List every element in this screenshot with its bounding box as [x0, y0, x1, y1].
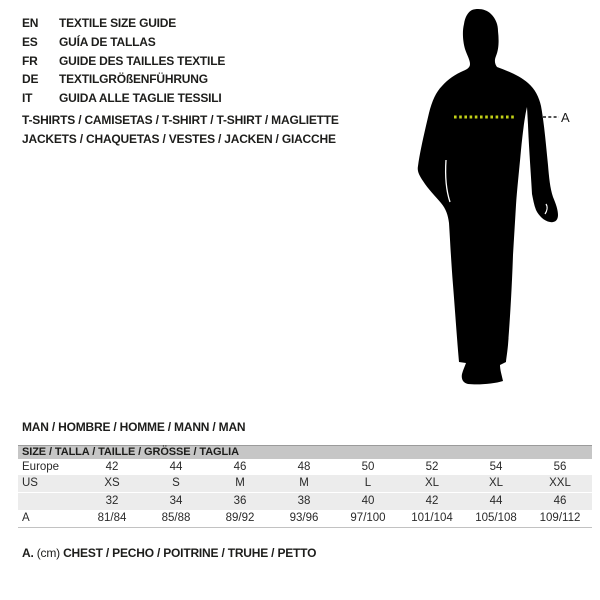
size-table-header: SIZE / TALLA / TAILLE / GRÖSSE / TAGLIA [18, 445, 592, 459]
language-code: FR [22, 53, 38, 68]
size-table [18, 445, 592, 528]
table-cell: 36 [233, 495, 247, 507]
language-label: GUIDA ALLE TAGLIE TESSILI [59, 91, 222, 106]
table-cell: 105/108 [475, 512, 517, 524]
table-cell: 97/100 [350, 512, 386, 524]
table-cell: 32 [105, 495, 119, 507]
table-cell: 48 [297, 461, 311, 473]
table-cell: 52 [425, 461, 439, 473]
language-code: EN [22, 16, 39, 31]
table-cell: S [172, 477, 180, 489]
table-cell: 44 [489, 495, 503, 507]
table-cell: 101/104 [411, 512, 453, 524]
language-label: GUÍA DE TALLAS [59, 35, 156, 50]
table-cell: 56 [553, 461, 567, 473]
table-cell: 54 [489, 461, 503, 473]
table-cell: 40 [361, 495, 375, 507]
category-tshirts: T-SHIRTS / CAMISETAS / T-SHIRT / T-SHIRT / MAGLIETTE [22, 113, 339, 127]
table-row-europe [18, 459, 592, 475]
row-label: A [22, 512, 30, 524]
table-cell: XXL [549, 477, 571, 489]
language-label: GUIDE DES TAILLES TEXTILE [59, 53, 226, 68]
section-title-man: MAN / HOMBRE / HOMME / MANN / MAN [22, 420, 246, 434]
table-cell: 93/96 [289, 512, 319, 524]
row-label [18, 493, 80, 510]
table-cell: 81/84 [97, 512, 127, 524]
table-row-alt-sizes [18, 492, 592, 510]
table-cell: XL [488, 477, 504, 489]
table-cell: L [364, 477, 372, 489]
language-code: IT [22, 91, 33, 106]
language-label: TEXTILE SIZE GUIDE [59, 16, 177, 31]
footnote-unit: (cm) [36, 546, 60, 560]
footnote-text: CHEST / PECHO / POITRINE / TRUHE / PETTO [63, 546, 317, 560]
table-cell: 42 [425, 495, 439, 507]
language-code: DE [22, 72, 39, 87]
language-label: TEXTILGRÖßENFÜHRUNG [59, 72, 208, 87]
table-cell: 34 [169, 495, 183, 507]
row-label: US [22, 477, 38, 489]
category-jackets: JACKETS / CHAQUETAS / VESTES / JACKEN / GIACCHE [22, 132, 336, 146]
measure-footnote [22, 546, 316, 560]
man-silhouette-shape [418, 9, 558, 384]
table-cell: XS [104, 477, 120, 489]
table-row-chest-a [18, 510, 592, 527]
table-cell: 50 [361, 461, 375, 473]
row-label: Europe [22, 461, 60, 473]
table-cell: 109/112 [539, 512, 581, 524]
table-cell: 46 [553, 495, 567, 507]
table-cell: XL [424, 477, 440, 489]
table-cell: 42 [105, 461, 119, 473]
table-cell: M [235, 477, 245, 489]
table-cell: 89/92 [225, 512, 255, 524]
footnote-prefix: A. [22, 546, 34, 560]
table-cell: 44 [169, 461, 183, 473]
measure-label-a: A [561, 110, 570, 125]
table-row-us [18, 475, 592, 492]
table-cell: 46 [233, 461, 247, 473]
table-cell: M [299, 477, 309, 489]
language-code: ES [22, 35, 38, 50]
table-cell: 85/88 [161, 512, 191, 524]
table-cell: 38 [297, 495, 311, 507]
